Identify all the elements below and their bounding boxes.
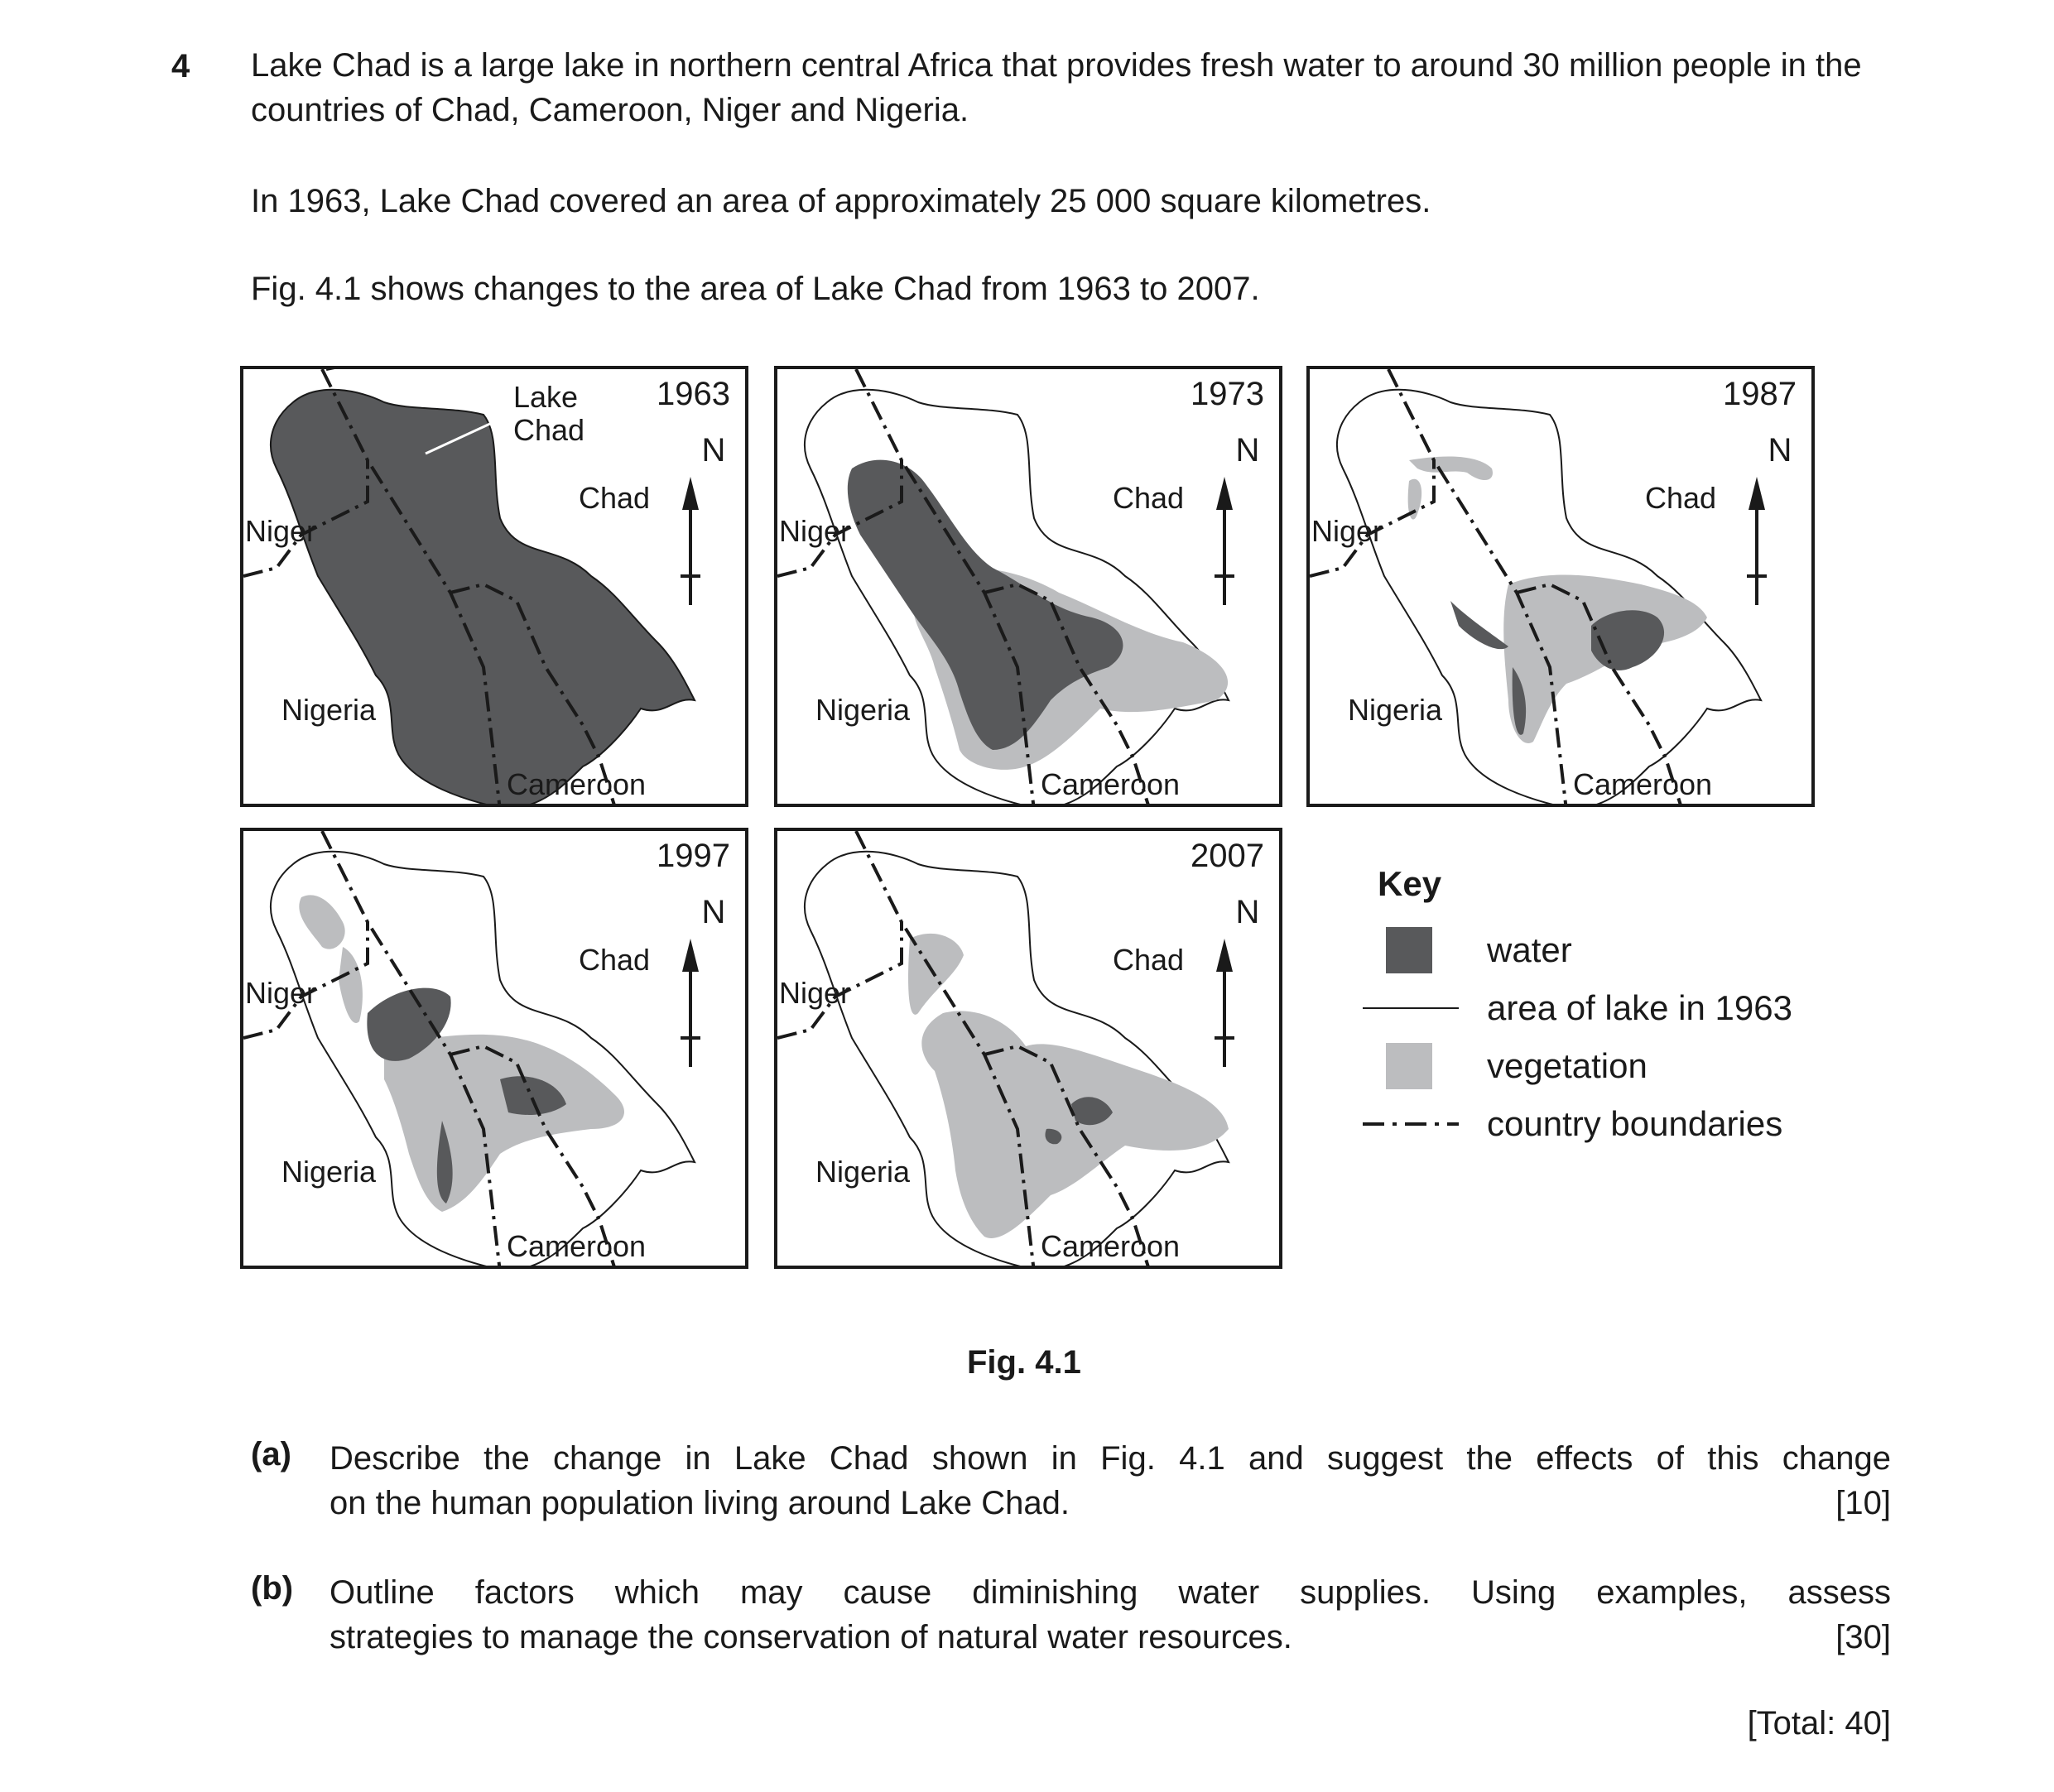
key-label: vegetation [1487,1046,1648,1085]
map-1997 [240,828,748,1269]
vegetation-area [339,947,363,1023]
label-cameroon: Cameroon [1041,767,1181,801]
north-arrow-head [1749,477,1765,510]
north-label: N [701,432,726,468]
intro-paragraph-2: In 1963, Lake Chad covered an area of approximately 25 000 square kilometres. [251,183,1431,219]
map-1963-drawing [243,369,748,807]
label-niger: Niger [245,514,317,548]
map-2007 [774,828,1282,1269]
vegetation-area [299,895,344,949]
map-year: 1963 [657,376,730,412]
intro-paragraph-1: Lake Chad is a large lake in northern central Africa that provides fresh water to around 30 million people in the countries of Chad, Cameroon, Niger and Nigeria. [251,47,1862,128]
label-nigeria: Nigeria [815,1155,911,1189]
label-chad: Chad [1113,481,1185,515]
label-chad: Chad [579,481,651,515]
north-arrow-head [1216,939,1233,972]
key-label: country boundaries [1487,1104,1783,1143]
part-a-line-2-row [330,1481,1891,1525]
key-label: area of lake in 1963 [1487,988,1792,1027]
water-swatch [1363,925,1462,975]
part-a-label: (a) [251,1436,291,1473]
key-item-country-boundaries [1363,1099,1942,1149]
label-cameroon: Cameroon [1573,767,1713,801]
map-1973-drawing [777,369,1282,807]
north-arrow-head [682,939,699,972]
map-year: 1997 [657,838,730,874]
figure-caption: Fig. 4.1 [967,1344,1081,1381]
north-label: N [1235,432,1260,468]
lake-chad-label: Lake Chad [513,380,585,447]
label-nigeria: Nigeria [281,693,377,727]
part-b-line-1: Outline factors which may cause diminishing water supplies. Using examples, assess [330,1574,1891,1611]
label-niger: Niger [779,976,851,1010]
label-chad: Chad [1645,481,1717,515]
dash-dot-line-symbol [1363,1099,1462,1149]
north-label: N [701,894,726,930]
question-number: 4 [171,48,190,84]
part-b-line-2: strategies to manage the conservation of natural water resources. [330,1619,1292,1655]
north-arrow-head [1216,477,1233,510]
label-chad: Chad [579,943,651,977]
label-nigeria: Nigeria [1348,693,1443,727]
key-label: water [1487,930,1572,969]
key-item-vegetation [1363,1041,1942,1091]
label-cameroon: Cameroon [507,1229,647,1263]
map-year: 2007 [1191,838,1264,874]
north-label: N [1235,894,1260,930]
vegetation-area [921,1011,1229,1238]
north-label: N [1768,432,1792,468]
label-nigeria: Nigeria [815,693,911,727]
total-marks: [Total: 40] [1747,1705,1891,1742]
map-1963 [240,366,748,807]
thin-line-symbol [1363,983,1462,1033]
vegetation-area [1409,457,1493,481]
part-b-line-2-row [330,1615,1891,1660]
label-cameroon: Cameroon [1041,1229,1181,1263]
lake-1963-water [271,390,695,807]
part-b-text [330,1570,1891,1660]
label-nigeria: Nigeria [281,1155,377,1189]
map-2007-drawing [777,831,1282,1269]
label-cameroon: Cameroon [507,767,647,801]
part-b-label: (b) [251,1570,294,1607]
part-a-marks: [10] [1835,1485,1891,1521]
label-chad: Chad [1113,943,1185,977]
label-niger: Niger [779,514,851,548]
map-year: 1987 [1723,376,1797,412]
water-area [1450,601,1508,649]
vegetation-swatch [1363,1041,1462,1091]
map-1987 [1306,366,1815,807]
part-a-line-1: Describe the change in Lake Chad shown in Fig. 4.1 and suggest the effects of this change [330,1440,1891,1477]
map-year: 1973 [1191,376,1264,412]
label-niger: Niger [245,976,317,1010]
map-1997-drawing [243,831,748,1269]
map-1987-drawing [1310,369,1815,807]
part-a-line-2: on the human population living around Lake Chad. [330,1485,1070,1521]
vegetation-area [384,1035,624,1212]
key-item-lake-1963 [1363,983,1942,1033]
key-item-water [1363,925,1942,975]
label-niger: Niger [1311,514,1383,548]
intro-paragraph-3: Fig. 4.1 shows changes to the area of Lake Chad from 1963 to 2007. [251,271,1260,307]
part-b-marks: [30] [1835,1619,1891,1655]
north-arrow-head [682,477,699,510]
key-title: Key [1378,864,1442,903]
water-area [1591,610,1664,670]
map-1973 [774,366,1282,807]
part-a-text [330,1436,1891,1525]
